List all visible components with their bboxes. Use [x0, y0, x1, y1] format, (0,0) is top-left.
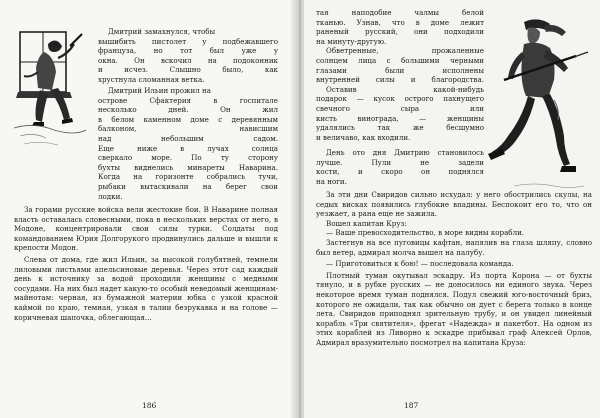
text-line: солнцем лица с большими черными: [316, 55, 484, 65]
text-line: бухты виднелись минареты Наварина.: [98, 162, 278, 172]
running-soldier-illustration: [484, 16, 592, 194]
left-page: [0, 0, 296, 418]
page-number: 186: [142, 401, 157, 410]
text-line: тая наподобие чалмы белой: [316, 8, 484, 17]
text-line: внутренней силы и благородства.: [316, 75, 484, 85]
page-number: 187: [404, 401, 419, 410]
paragraph: За горами русские войска вели жестокие бои. В Наварине полная власть оставалась словесными, пока в нескольких верстах от него, в Модоне, концентрировали свои силы турки. Солдаты под командованием Юрия Долгорукого продвинулись дальше и вышли к крепости Модон.: [14, 205, 278, 253]
text-line: День ото дня Дмитрию становилось: [326, 148, 484, 157]
right-main-text: [316, 190, 592, 348]
paragraph: Слева от дома, где жил Ильин, за высокой голубятней, темнели лиловыми листьями апельсиновые деревья. Через этот сад каждый день к источнику за водой проходили женщины с медными сосудами. На них был надет какую-то особый неведомый женщинам-майнотам: черная, из бумажной материи юбка с узкой красной каймой по краю, темная, узкая в талии безрукавка и на голове — коричневая шапочка, облегающая...: [14, 254, 278, 322]
text-line: кисть винограда, — женщины: [316, 113, 484, 123]
paragraph: — Приготовиться к бою! — последовала команда.: [326, 259, 514, 269]
text-line: раненый русский, они подходили: [316, 27, 484, 37]
text-line: лучше. Пули не задели: [316, 157, 484, 167]
text-line: сверкало море. По ту сторону: [98, 153, 278, 163]
text-line: удалялись так же бесшумно: [316, 123, 484, 133]
text-line: и величаво, как входили.: [316, 132, 411, 142]
left-ilyin-paragraph: [98, 86, 278, 201]
text-line: острове Сфактерия в госпитале: [98, 95, 278, 105]
text-line: рыбаки вытаскивали на берег свои: [98, 181, 278, 191]
text-line: и исчез. Слышно было, как: [98, 65, 278, 75]
paragraph: — Ваше превосходительство, в море видны корабли.: [326, 228, 525, 238]
text-line: Обветренные, прожаленные: [326, 46, 484, 56]
right-recovery-paragraph: [316, 148, 484, 186]
text-line: Дмитрий Ильин прожил на: [108, 86, 211, 95]
right-page: [304, 0, 600, 418]
text-line: на ноги.: [316, 176, 347, 186]
text-line: балконом, нависшим: [98, 124, 278, 134]
text-line: француза, но тот был уже у: [98, 46, 278, 56]
paragraph: Плотный туман окутывал эскадру. Из порта Корона — от бухты тянуло, и в рубке русских — не доносилось ни единого звука. Через некоторое время туман поднялся. Подул свежий юго-восточный бриз, которого не ожидали, так как обычно он дует с берега только в конце лета. Свиридов приподнял зрительную трубу, и он увидел линейный корабль «Три святителя», фрегат «Надежда» и пакетбот. На одном из этих кораблей из Ливорно к эскадре прибывал граф Алексей Орлов, Адмирал вразумительно посмотрел на капитана Круза:: [316, 270, 592, 347]
right-top-paragraph: [316, 8, 484, 142]
paragraph: Застегнув на все пуговицы кафтан, напялив на глаза шляпу, словно был ветер, адмирал молча вышел на палубу.: [316, 237, 592, 257]
text-line: лодки.: [98, 191, 123, 201]
text-line: окна. Он вскочил на подоконник: [98, 55, 278, 65]
paragraph: За эти дни Свиридов сильно исхудал: у него обострились скулы, на седых висках появились глубокие впадины. Беспокоит его то, что он уезжает, а рана еще не зажила.: [316, 190, 592, 219]
text-line: Дмитрий замахнулся, чтобы: [108, 27, 216, 36]
text-line: над небольшим садом.: [98, 133, 278, 143]
text-line: на минуту-другую.: [316, 36, 387, 46]
text-line: в белом каменном доме с деревянным: [98, 114, 278, 124]
text-line: свечного сыра или: [316, 103, 484, 113]
text-line: кости, и скоро он поднялся: [316, 167, 484, 177]
text-line: вышибить пистолет у подбежавшего: [98, 36, 278, 46]
text-line: Еще ниже в лучах солнца: [98, 143, 278, 153]
text-line: Когда на горизонте собрались тучи,: [98, 172, 278, 182]
text-line: глазами были исполнены: [316, 65, 484, 75]
text-line: Оставив какой-нибудь: [326, 84, 484, 94]
text-line: тканью. Узнав, что в доме лежит: [316, 17, 484, 27]
paragraph: Вошел капитан Круз:: [326, 218, 407, 228]
text-line: подарок — кусок острого пахнущего: [316, 94, 484, 104]
left-top-paragraph: [98, 27, 278, 85]
text-line: несколько дней. Он жил: [98, 105, 278, 115]
soldier-window-illustration: [14, 28, 86, 156]
left-main-text: [14, 205, 278, 322]
text-line: хрустнула сломанная ветка.: [98, 74, 205, 84]
